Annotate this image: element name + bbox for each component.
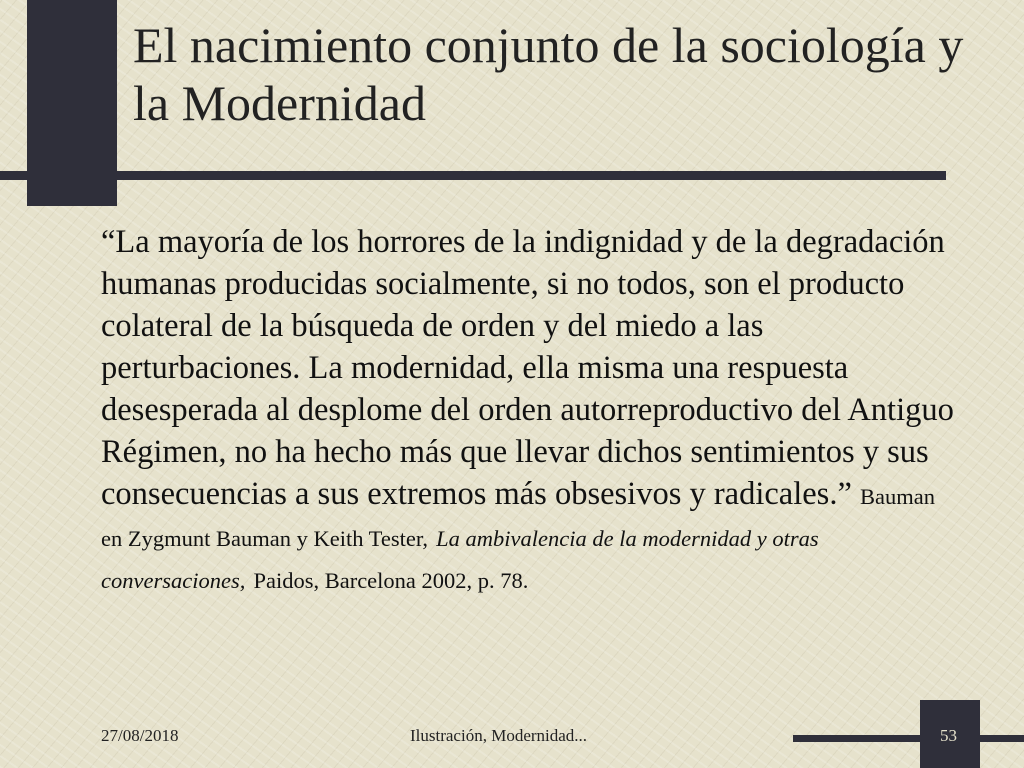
quote-paragraph — [101, 221, 961, 599]
footer-title: Ilustración, Modernidad... — [410, 726, 588, 745]
title-divider — [0, 171, 946, 180]
citation-book-title-text: La ambivalencia de la modernidad y otras conversaciones, — [101, 526, 819, 593]
citation-prefix: Bauman en Zygmunt Bauman y Keith Tester, — [101, 484, 935, 551]
page-number: 53 — [940, 726, 957, 745]
quote-text: “La mayoría de los horrores de la indignidad y de la degradación humanas producidas socialmente, si no todos, son el producto colateral de la búsqueda de orden y del miedo a las perturbaciones. La modernidad, ella misma una respuesta desesperada al desplome del orden autorreproductivo del Antiguo Régimen, no ha hecho más que llevar dichos sentimientos y sus consecuencias a sus extremos más obsesivos y radicales.” — [101, 224, 954, 512]
slide-title: El nacimiento conjunto de la sociología y la Modernidad — [133, 17, 964, 131]
footer-divider — [793, 735, 1024, 742]
footer-date: 27/08/2018 — [101, 726, 179, 745]
citation-suffix: Paidos, Barcelona 2002, p. 78. — [253, 568, 529, 593]
